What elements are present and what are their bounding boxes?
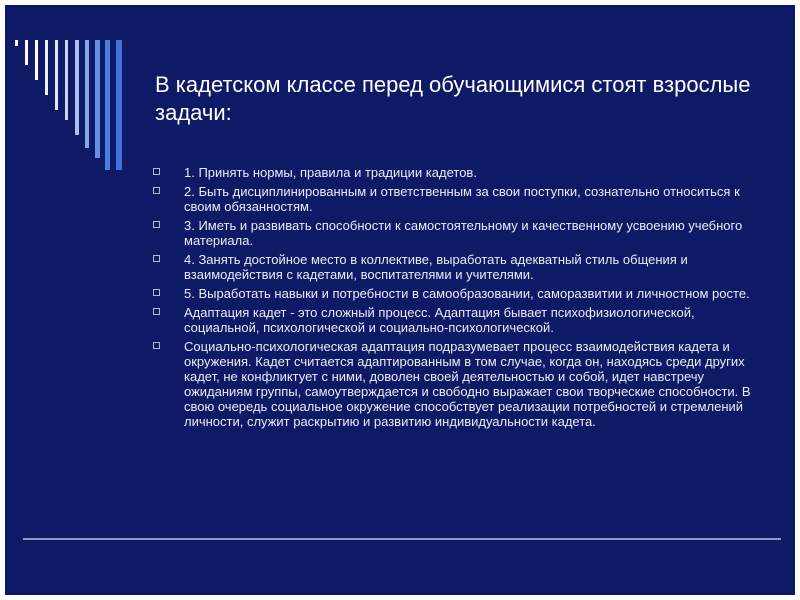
decorative-stripes [5,5,135,175]
slide-title: В кадетском классе перед обучающимися стоят взрослые задачи: [155,72,751,125]
list-item-text: 5. Выработать навыки и потребности в самообразовании, саморазвитии и личностном росте. [184,286,750,301]
stripe [105,40,110,170]
list-item-text: Социально-психологическая адаптация подразумевает процесс взаимодействия кадета и окружения. Кадет считается адаптированным в том случае, когда он, находясь среди других кадет, не конфликтует с ними, доволен своей деятельностью и собой, идет навстречу ожиданиям группы, самоутверждается и свободно выражает свои творческие способности. В свою очередь социальное окружение способствует реализации потребностей и стремлений личности, служит раскрытию и развитию индивидуальности кадета. [184,339,751,429]
square-bullet-icon [153,308,160,315]
list-item-text: Адаптация кадет - это сложный процесс. Адаптация бывает психофизиологической, социальной, психологической и социально-психологической. [184,305,695,335]
square-bullet-icon [153,187,160,194]
stripe [75,40,79,135]
bottom-divider [23,538,781,540]
stripe [116,40,122,170]
stripe [65,40,68,120]
list-item-text: 1. Принять нормы, правила и традиции кадетов. [184,165,477,180]
list-item [150,218,760,248]
square-bullet-icon [153,289,160,296]
list-item-text: 3. Иметь и развивать способности к самостоятельному и качественному усвоению учебного материала. [184,218,743,248]
list-item-text: 2. Быть дисциплинированным и ответственным за свои поступки, сознательно относиться к своим обязанностям. [184,184,740,214]
list-item-text: 4. Занять достойное место в коллективе, выработать адекватный стиль общения и взаимодействия с кадетами, воспитателями и учителями. [184,252,688,282]
square-bullet-icon [153,221,160,228]
square-bullet-icon [153,255,160,262]
bullet-list [150,165,760,433]
list-item [150,286,760,301]
stripe [55,40,58,110]
stripe [45,40,48,95]
slide [5,5,795,595]
square-bullet-icon [153,342,160,349]
stripe [15,40,18,46]
stripe [95,40,100,158]
square-bullet-icon [153,168,160,175]
list-item [150,165,760,180]
stripe [25,40,28,65]
list-item [150,252,760,282]
stripe [85,40,89,148]
stripe [35,40,38,80]
list-item [150,305,760,335]
list-item [150,339,760,429]
list-item [150,184,760,214]
